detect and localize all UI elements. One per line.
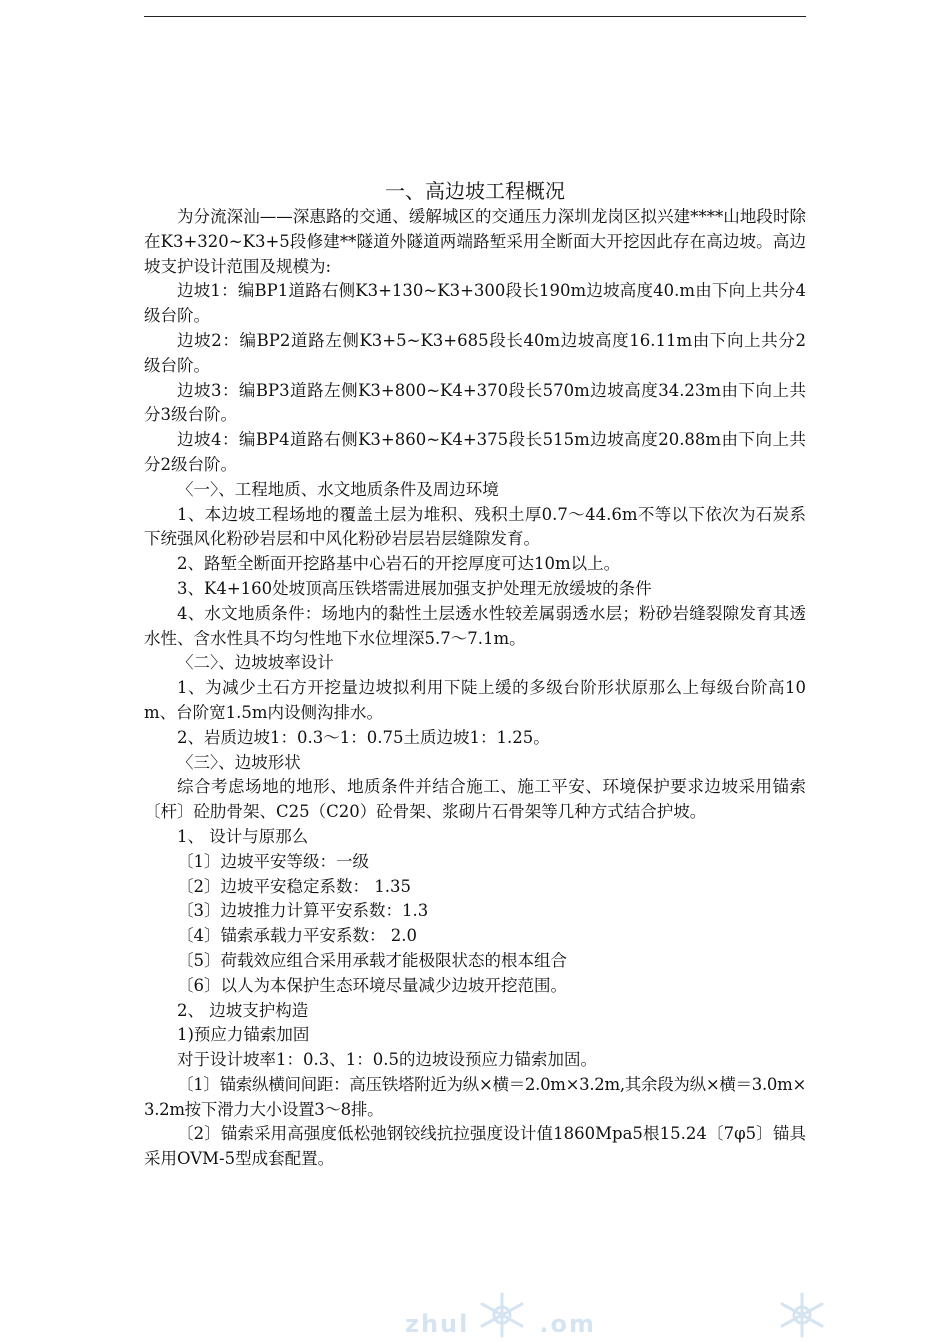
paragraph-geology-1: 1、本边坡工程场地的覆盖土层为堆积、残积土厚0.7～44.6m不等以下依次为石炭系下统强风化粉砂岩层和中风化粉砂岩层岩层缝隙发育。 <box>144 504 806 549</box>
watermark-text-left: zhul <box>405 1310 470 1338</box>
paragraph-slope-1: 边坡1：编BP1道路右侧K3+130~K3+300段长190m边坡高度40.m由下向上共分4级台阶。 <box>144 281 806 326</box>
document-body <box>144 205 806 1172</box>
paragraph-geology-2: 2、路堑全断面开挖路基中心岩石的开挖厚度可达10m以上。 <box>177 554 621 574</box>
list-item-thrust-factor: 〔3〕边坡推力计算平安系数：1.3 <box>177 901 429 921</box>
list-item-anchor-factor: 〔4〕锚索承载力平安系数： 2.0 <box>177 926 417 946</box>
list-item-load-combination: 〔5〕荷载效应组合采用承载才能极限状态的根本组合 <box>177 950 567 970</box>
section-heading-geology: 〈一〉、工程地质、水文地质条件及周边环境 <box>177 479 499 499</box>
list-item-stability-factor: 〔2〕边坡平安稳定系数： 1.35 <box>177 876 411 896</box>
paragraph-slope-shape: 综合考虑场地的地形、地质条件并结合施工、施工平安、环境保护要求边坡采用锚索〔杆〕砼肋骨架、C25（C20）砼骨架、浆砌片石骨架等几种方式结合护坡。 <box>144 777 806 822</box>
paragraph-slope-4: 边坡4：编BP4道路右侧K3+860~K4+375段长515m边坡高度20.88m由下向上共分2级台阶。 <box>144 430 806 474</box>
paragraph-anchor-spacing: 〔1〕锚索纵横间间距：高压铁塔附近为纵×横＝2.0m×3.2m,其余段为纵×横＝3.0m×3.2m按下滑力大小设置3～8排。 <box>144 1074 806 1119</box>
subheading-design-principles: 1、 设计与原那么 <box>177 826 309 846</box>
snowflake-watermark-icon <box>772 1290 832 1340</box>
list-item-safety-grade: 〔1〕边坡平安等级：一级 <box>177 851 369 871</box>
subheading-support-structure: 2、 边坡支护构造 <box>177 1000 309 1020</box>
paragraph-slope-rate-2: 2、岩质边坡1：0.3～1：0.75土质边坡1：1.25。 <box>177 727 550 747</box>
site-watermark <box>405 1310 605 1344</box>
header-rule <box>144 16 806 17</box>
paragraph-geology-4: 4、水文地质条件：场地内的黏性土层透水性较差属弱透水层；粉砂岩缝裂隙发育其透水性、含水性具不均匀性地下水位埋深5.7～7.1m。 <box>144 603 806 648</box>
paragraph-intro: 为分流深汕——深惠路的交通、缓解城区的交通压力深圳龙岗区拟兴建****山地段时除在K3+320~K3+5段修建**隧道外隧道两端路堑采用全断面大开挖因此存在高边坡。高边坡支护设计范围及规模为: <box>144 207 806 276</box>
paragraph-anchor-material: 〔2〕锚索采用高强度低松弛钢铰线抗拉强度设计值1860Mpa5根15.24〔7φ5〕锚具采用OVM-5型成套配置。 <box>144 1124 806 1169</box>
page-title: 一、高边坡工程概况 <box>385 179 565 203</box>
list-item-ecology: 〔6〕以人为本保护生态环境尽量减少边坡开挖范围。 <box>177 975 567 995</box>
paragraph-anchor-scope: 对于设计坡率1：0.3、1：0.5的边坡设预应力锚索加固。 <box>177 1050 597 1070</box>
paragraph-geology-3: 3、K4+160处坡顶高压铁塔需进展加强支护处理无放缓坡的条件 <box>177 578 652 598</box>
paragraph-slope-rate-1: 1、为减少土石方开挖量边坡拟利用下陡上缓的多级台阶形状原那么上每级台阶高10m、台阶宽1.5m内设侧沟排水。 <box>144 678 806 722</box>
section-heading-slope-shape: 〈三〉、边坡形状 <box>177 752 301 772</box>
paragraph-slope-2: 边坡2：编BP2道路左侧K3+5~K3+685段长40m边坡高度16.11m由下向上共分2级台阶。 <box>144 330 806 375</box>
subheading-prestressed-anchor: 1)预应力锚索加固 <box>177 1025 310 1045</box>
paragraph-slope-3: 边坡3：编BP3道路左侧K3+800~K4+370段长570m边坡高度34.23m由下向上共分3级台阶。 <box>144 380 806 425</box>
watermark-text-right: .om <box>539 1310 596 1338</box>
section-heading-slope-rate: 〈二〉、边坡坡率设计 <box>177 653 334 673</box>
